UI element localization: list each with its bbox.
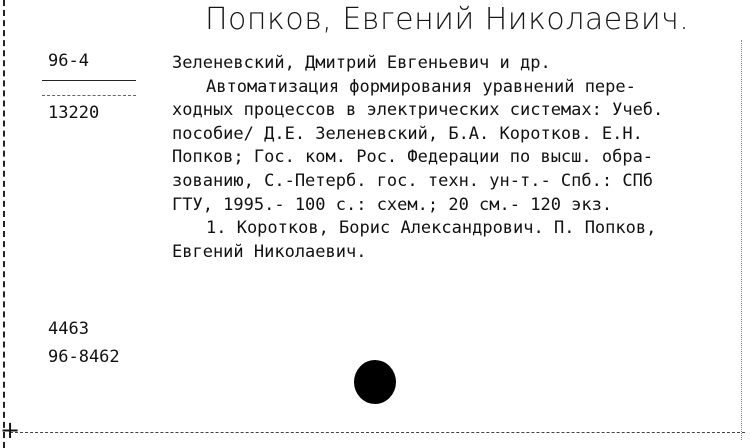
corner-cross-mark: + <box>0 416 21 444</box>
entry-title-line: Автоматизация формирования уравнений пере- <box>206 76 636 97</box>
entry-line: ходных процессов в электрических системах: Учеб. <box>172 100 664 121</box>
shelf-mark: 96-4 <box>48 51 89 71</box>
shelf-mark-divider-dashed <box>42 95 136 96</box>
bibliographic-entry <box>172 52 732 264</box>
punch-hole <box>354 360 396 404</box>
shelf-mark-divider <box>42 80 136 81</box>
entry-line: ГТУ, 1995.- 100 с.: схем.; 20 см.- 120 экз. <box>172 194 613 215</box>
entry-tracing-line: 1. Коротков, Борис Александрович. П. Попков, <box>206 218 657 239</box>
entry-author-line: Зеленевский, Дмитрий Евгеньевич и др. <box>172 53 551 73</box>
entry-tracing-line: Евгений Николаевич. <box>172 241 367 262</box>
card-left-edge <box>3 0 5 448</box>
entry-line: Попков; Гос. ком. Рос. Федерации по высш. обра- <box>172 147 654 168</box>
card-bottom-edge <box>10 432 745 433</box>
bottom-code-1: 4463 <box>48 319 89 339</box>
handwritten-heading: Попков, Евгений Николаевич. <box>205 2 690 37</box>
inventory-number: 13220 <box>48 103 100 123</box>
entry-line: пособие/ Д.Е. Зеленевский, Б.А. Коротков. Е.Н. <box>172 123 643 144</box>
entry-line: зованию, С.-Петерб. гос. техн. ун-т.- Спб.: СПб <box>172 170 654 191</box>
card-right-edge <box>741 40 742 440</box>
bottom-code-2: 96-8462 <box>48 347 120 367</box>
